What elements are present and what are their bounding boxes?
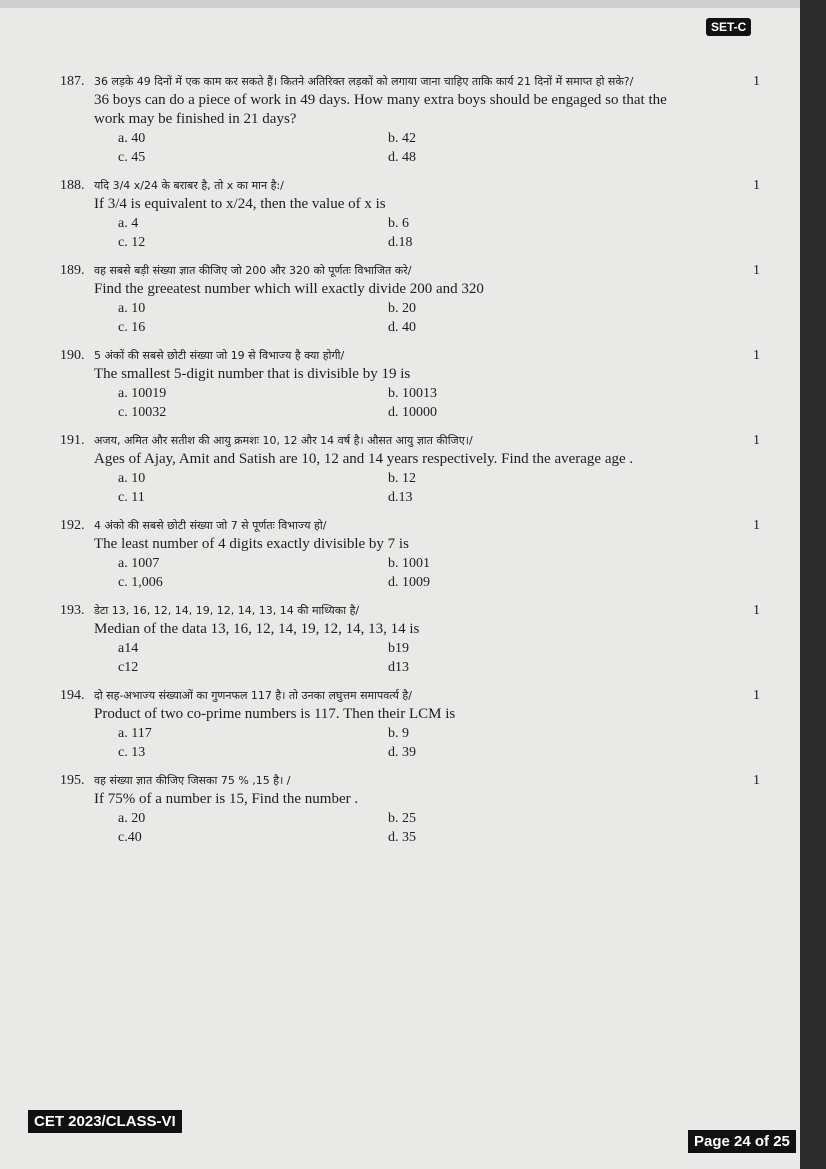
option: c. 16 <box>118 320 146 335</box>
question-number: 195. <box>60 773 85 788</box>
marks: 1 <box>753 688 760 703</box>
option: d. 40 <box>388 320 416 335</box>
option: d13 <box>388 660 409 675</box>
question-text-english: Product of two co-prime numbers is 117. Then their LCM is <box>94 706 456 722</box>
question-text-hindi: यदि 3/4 x/24 के बराबर है, तो x का मान है:/ <box>94 179 284 192</box>
question-body <box>60 431 700 507</box>
option: b. 25 <box>388 811 416 826</box>
marks: 1 <box>753 348 760 363</box>
question-body <box>60 601 700 677</box>
option: d. 39 <box>388 745 416 760</box>
marks: 1 <box>753 518 760 533</box>
question-191 <box>60 431 760 507</box>
options <box>60 554 700 592</box>
option: a14 <box>118 641 139 656</box>
question-number: 187. <box>60 74 85 89</box>
question-body <box>60 72 700 167</box>
question-body <box>60 346 700 422</box>
option: c. 1,006 <box>118 575 163 590</box>
question-text-hindi: दो सह-अभाज्य संख्याओं का गुणनफल 117 है। तो उनका लघुत्तम समापवर्त्य है/ <box>94 689 412 702</box>
marks: 1 <box>753 773 760 788</box>
question-number: 192. <box>60 518 85 533</box>
question-text-english: The least number of 4 digits exactly divisible by 7 is <box>94 536 409 552</box>
set-badge: SET-C <box>706 18 751 36</box>
option: d.13 <box>388 490 413 505</box>
option: d. 35 <box>388 830 416 845</box>
option: a. 117 <box>118 726 152 741</box>
options <box>60 469 700 507</box>
question-body <box>60 516 700 592</box>
question-195 <box>60 771 760 847</box>
marks: 1 <box>753 74 760 89</box>
option: b. 20 <box>388 301 416 316</box>
question-body <box>60 261 700 337</box>
options <box>60 129 700 167</box>
option: a. 4 <box>118 216 139 231</box>
footer-exam-label: CET 2023/CLASS-VI <box>28 1110 182 1133</box>
question-192 <box>60 516 760 592</box>
option: d. 48 <box>388 150 416 165</box>
question-text-hindi: अजय, अमित और सतीश की आयु क्रमशः 10, 12 और 14 वर्ष है। औसत आयु ज्ञात कीजिए।/ <box>94 434 473 447</box>
question-text-english: Ages of Ajay, Amit and Satish are 10, 12 and 14 years respectively. Find the average age . <box>94 451 634 467</box>
marks: 1 <box>753 433 760 448</box>
options <box>60 724 700 762</box>
question-number: 194. <box>60 688 85 703</box>
marks: 1 <box>753 178 760 193</box>
option: c. 11 <box>118 490 145 505</box>
options <box>60 809 700 847</box>
question-number: 189. <box>60 263 85 278</box>
options <box>60 384 700 422</box>
option: a. 10 <box>118 471 146 486</box>
option: b. 12 <box>388 471 416 486</box>
question-text-hindi: डेटा 13, 16, 12, 14, 19, 12, 14, 13, 14 की माध्यिका है/ <box>94 604 360 617</box>
question-body <box>60 686 700 762</box>
options <box>60 639 700 677</box>
question-190 <box>60 346 760 422</box>
question-text-hindi: 36 लड़के 49 दिनों में एक काम कर सकते हैं। कितने अतिरिक्त लड़कों को लगाया जाना चाहिए ताकि कार्य 21 दिनों में समाप्त हो सके?/ <box>94 75 634 88</box>
question-text-english: Median of the data 13, 16, 12, 14, 19, 12, 14, 13, 14 is <box>94 621 420 637</box>
question-text-hindi: वह संख्या ज्ञात कीजिए जिसका 75 % ,15 है। / <box>94 774 291 787</box>
page-top-edge <box>0 0 826 8</box>
option: d.18 <box>388 235 413 250</box>
question-number: 190. <box>60 348 85 363</box>
question-188 <box>60 176 760 252</box>
question-text-english: If 3/4 is equivalent to x/24, then the value of x is <box>94 196 386 212</box>
question-text-english: If 75% of a number is 15, Find the number . <box>94 791 359 807</box>
marks: 1 <box>753 603 760 618</box>
option: c.40 <box>118 830 142 845</box>
question-text-english: 36 boys can do a piece of work in 49 days. How many extra boys should be engaged so that the work may be finished in 21 days? <box>94 92 667 127</box>
question-text-hindi: 5 अंकों की सबसे छोटी संख्या जो 19 से विभाज्य है क्या होगी/ <box>94 349 345 362</box>
option: c. 10032 <box>118 405 167 420</box>
marks: 1 <box>753 263 760 278</box>
question-189 <box>60 261 760 337</box>
option: a. 40 <box>118 131 146 146</box>
page-right-edge <box>800 0 826 1169</box>
option: a. 1007 <box>118 556 160 571</box>
option: c. 13 <box>118 745 146 760</box>
question-text-hindi: 4 अंको की सबसे छोटी संख्या जो 7 से पूर्णतः विभाज्य हो/ <box>94 519 327 532</box>
question-text-hindi: वह सबसे बड़ी संख्या ज्ञात कीजिए जो 200 और 320 को पूर्णतः विभाजित करे/ <box>94 264 412 277</box>
option: b. 10013 <box>388 386 437 401</box>
question-number: 193. <box>60 603 85 618</box>
question-number: 188. <box>60 178 85 193</box>
options <box>60 214 700 252</box>
option: d. 10000 <box>388 405 437 420</box>
option: c. 12 <box>118 235 146 250</box>
question-187 <box>60 72 760 167</box>
question-194 <box>60 686 760 762</box>
option: a. 10 <box>118 301 146 316</box>
options <box>60 299 700 337</box>
option: c12 <box>118 660 139 675</box>
footer-page-number: Page 24 of 25 <box>688 1130 796 1153</box>
question-number: 191. <box>60 433 85 448</box>
option: d. 1009 <box>388 575 430 590</box>
question-body <box>60 771 700 847</box>
option: b. 9 <box>388 726 409 741</box>
question-193 <box>60 601 760 677</box>
option: b. 42 <box>388 131 416 146</box>
option: b. 1001 <box>388 556 430 571</box>
option: b. 6 <box>388 216 409 231</box>
option: b19 <box>388 641 409 656</box>
question-list <box>60 72 760 847</box>
question-body <box>60 176 700 252</box>
option: a. 20 <box>118 811 146 826</box>
question-text-english: Find the greeatest number which will exactly divide 200 and 320 <box>94 281 484 297</box>
option: a. 10019 <box>118 386 167 401</box>
option: c. 45 <box>118 150 146 165</box>
question-text-english: The smallest 5-digit number that is divisible by 19 is <box>94 366 411 382</box>
